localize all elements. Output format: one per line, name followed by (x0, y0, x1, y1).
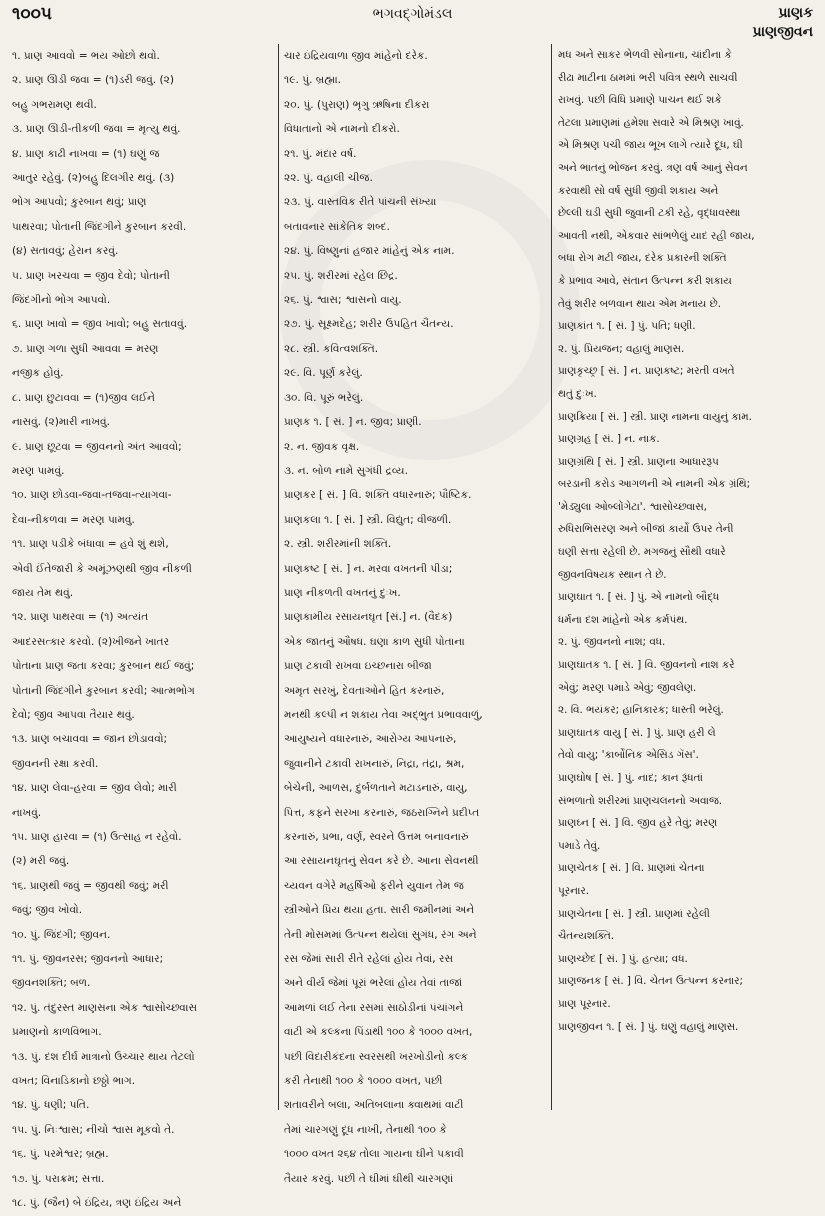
text-line: પછી વિદારીકંદના સ્વરસથી ખરખોડીનો કલ્ક (284, 1050, 468, 1063)
text-line: તેમાં ચારગણું દૂધ નાખી, તેનાથી ૧૦૦ કે (284, 1123, 447, 1136)
text-line: કરનારું, પ્રભા, વર્ણ, સ્વરને ઉત્તમ બનાવનારું (284, 831, 469, 843)
text-line: ૨૪. પું. વિષ્ણુનાં હજાર માંહેનું એક નામ. (284, 245, 455, 258)
guide-word-first: પ્રાણક (778, 5, 813, 21)
text-line: કરી તેનાથી ૧૦૦ કે ૧૦૦૦ વખત, પછી (284, 1075, 443, 1088)
text-line: તેવો વાયુ; 'કાર્બોનિક એસિડ ગૅસ'. (558, 749, 699, 762)
text-line: પ્રાણઘાત ૧. [ સં. ] પું. એ નામનો બૌદ્ધ (558, 591, 720, 604)
text-line: ૨૬. પું. શ્વાસ; શ્વાસનો વાયુ. (284, 294, 402, 307)
text-line: જીવનવિષયક સ્થાન તે છે. (558, 568, 667, 581)
text-line: પ્રાણગ્રહ [ સં. ] ન. નાક. (558, 433, 660, 446)
text-line: ૧૨. પું. તંદુરસ્ત માણસના એક શ્વાસોચ્છ્વાસ (12, 1001, 198, 1014)
text-line: જિંદગીનો ભોગ આપવો. (12, 294, 111, 307)
text-line: 'મેડ્યુલા ઓબ્લોંગેટા'. શ્વાસોચ્છ્વાસ, (558, 500, 707, 513)
text-line: એ મિશ્રણ પચી જાય ભૂખ લાગે ત્યારે દૂધ, ઘી (558, 139, 743, 152)
text-line: આદરસત્કાર કરવો. (૨)ખીજને ખાતર (12, 635, 170, 648)
text-line: તૈયાર કરવું. પછી તે ઘીમાં ઘીથી ચારગણાં (284, 1172, 454, 1185)
text-line: ૨૮. સ્ત્રી. કવિત્વશક્તિ. (284, 342, 379, 355)
text-line: ૨૧. પું. મંદાર વર્ષ. (284, 147, 357, 160)
text-line: પ્રાણઘાતક વાયુ [ સં. ] પું. પ્રાણ હરી લે (558, 726, 716, 739)
text-line: અને વીર્ય જેમાં પૂરાં ભરેલાં હોય તેવાં તાજાં (284, 977, 463, 990)
text-line: વખત; વિનાડિકાનો છઠ્ઠો ભાગ. (12, 1075, 136, 1088)
text-line: એવી ઈંતેજારી કે અમૂંઝણથી જીવ નીકળી (12, 562, 192, 575)
page-number: ૧૦૦૫ (12, 4, 52, 24)
text-line: મનથી કલ્પી ન શકાય તેવા અદ્ભુત પ્રભાવવાળું, (284, 708, 483, 721)
text-line: પ્રાણઘ્ન [ સં. ] વિ. જીવ હરે તેવું; મરણ (558, 817, 718, 830)
text-line: ૨૩. પું. વાસ્તવિક રીતે પાંચની સંખ્યા (284, 196, 437, 209)
column-2 (284, 44, 546, 1185)
text-line: જવું; જીવ ખોવો. (12, 904, 83, 917)
text-line: થતું દુઃખ. (558, 387, 597, 400)
text-line: વાટી એ કલ્કના પિંડાથી ૧૦૦ કે ૧૦૦૦ વખત, (284, 1026, 473, 1039)
text-line: ઘણી સત્તા રહેલી છે. મગજનું સૌથી વધારે (558, 546, 726, 559)
text-line: ૧૭. પું. પરાક્રમ; સત્તા. (12, 1172, 105, 1185)
text-line: ૨. ન. જીવક વૃક્ષ. (284, 440, 360, 453)
text-line: ૧૦૦૦ વખત ૨૬૪ તોલા ગાયના ઘીને પકાવી (284, 1148, 464, 1161)
text-line: ૨. પું. પ્રિયજન; વહાલું માણસ. (558, 342, 685, 355)
text-line: (૪) સતાવવું; હેરાન કરવું. (12, 245, 119, 258)
text-line: ૨૭. પું. સૂક્ષ્મદેહ; શરીર ઉપહિત ચૈતન્ય. (284, 318, 454, 331)
column-3 (558, 44, 816, 1112)
text-line: પ્રાણગ્રંથિ [ સં. ] સ્ત્રી. પ્રાણના આધારરૂપ (558, 455, 719, 468)
text-line: સ્ત્રીઓને પ્રિય થયા હતા. સારી જમીનમાં અને (284, 904, 475, 917)
text-line: દેવો; જીવ આપવા તૈયાર થવું. (12, 708, 135, 721)
text-line: આવતી નથી, એકવાર સાંભળેલું યાદ રહી જાય, (558, 229, 755, 242)
text-line: ૧૫. પ્રાણ હારવા = (૧) ઉત્સાહ ન રહેવો. (12, 831, 182, 843)
text-line: પ્રાણચ્છેદ [ સં. ] પું. હત્યા; વધ. (558, 952, 688, 965)
text-line: શતાવરીને બલા, અતિબલાના ક્વાથમાં વાટી (284, 1099, 464, 1112)
text-line: ચ્યવન વગેરે મહર્ષિઓ ફરીને યુવાન તેમ જ (284, 879, 464, 892)
text-line: પ્રાણક્રિયા [ સં. ] સ્ત્રી. પ્રાણ નામના વાયુનું કામ. (558, 410, 752, 423)
guide-word-last: પ્રાણજીવન (752, 24, 813, 40)
page-header (12, 4, 813, 42)
book-title: ભગવદ્ગોમંડલ (372, 6, 453, 22)
text-line: મધ અને સાકર ભેળવી સોનાના, ચાંદીના કે (558, 49, 732, 61)
text-line: ૮. પ્રાણ છુટાવવા = (૧)જીવ લઈને (12, 391, 156, 404)
text-line: વિધાતાનો એ નામનો દીકરો. (284, 123, 400, 136)
text-line: પ્રાણક ૧. [ સં. ] ન. જીવ; પ્રાણી. (284, 416, 422, 429)
text-line: રુધિરાભિસરણ અને બીજાં કાર્યો ઉપર તેની (558, 523, 734, 536)
text-line: ૧૬. પ્રાણથી જવું = જીવથી જવું; મરી (12, 879, 169, 892)
text-line: સંભળાતો શરીરમાં પ્રાણચલનનો અવાજ. (558, 794, 723, 807)
text-line: ૧૦. પું. જિંદગી; જીવન. (12, 928, 111, 941)
text-line: જુવાનીને ટકાવી રાખનારું, નિદ્રા, તંદ્રા, શ્રમ, (284, 757, 465, 770)
text-line: ૨૯. વિ. પૂર્ણ કરેલું. (284, 367, 363, 380)
text-line: પ્રાણકામીય રસાયનઘૃત [સં.] ન. (વૈદક) (284, 611, 453, 624)
text-line: કે પ્રભાવ આવે, સંતાન ઉત્પન્ન કરી શકાય (558, 274, 732, 287)
text-line: તેટલા પ્રમાણમાં હમેશા સવારે એ મિશ્રણ ખાવું. (558, 116, 744, 129)
text-line: ૧. પ્રાણ આવવો = ભય ઓછો થવો. (12, 50, 160, 62)
text-line: પ્રાણચેતના [ સં. ] સ્ત્રી. પ્રાણમાં રહેલી (558, 907, 710, 920)
text-line: પ્રમાણનો કાળવિભાગ. (12, 1026, 102, 1039)
text-line: ચૈતન્યશક્તિ. (558, 930, 615, 943)
text-line: ૧૮. પું. (જૈન) બે ઇંદ્રિય, ત્રણ ઇંદ્રિય અને (12, 1197, 182, 1210)
text-line: ૫. પ્રાણ ખરચવા = જીવ દેવો; પોતાની (12, 269, 170, 282)
text-line: ૧૩. પું. દશ દીર્ઘ માત્રાનો ઉચ્ચાર થાય તેટલો (12, 1050, 195, 1063)
text-line: આયુષ્યને વધારનારું, આરોગ્ય આપનારું, (284, 733, 457, 746)
text-line: પિત્ત, કફને સરખા કરનારું, જઠરાગ્નિને પ્રદીપ્ત (284, 806, 480, 819)
text-line: બરડાની કરોડ આગળની એ નામની એક ગ્રંથિ; (558, 478, 751, 491)
text-line: ૧૩. પ્રાણ બચાવવા = જાન છોડાવવો; (12, 733, 168, 746)
text-line: આમળાં લઈ તેના રસમાં સાઠોડીનાં પંચાંગને (284, 1001, 464, 1014)
text-line: ૧૧. પ્રાણ પડીકે બંધાવા = હવે શું થશે, (12, 538, 169, 551)
text-line: છેલ્લી ઘડી સુધી જુવાની ટકી રહે, વૃદ્ધાવસ્થા (558, 207, 741, 220)
text-line: ૧૪. પું. ધણી; પતિ. (12, 1099, 90, 1112)
text-line: ૩. પ્રાણ ઊડી-તીકળી જવા = મૃત્યુ થવું. (12, 123, 181, 136)
text-line: કરવાથી સો વર્ષ સુધી જીવી શકાય અને (558, 184, 719, 197)
text-line: ૪. પ્રાણ કાઢી નાખવા = (૧) ઘણું જ (12, 147, 160, 160)
column-divider (551, 44, 552, 1110)
text-line: પ્રાણ ટકાવી રાખવા ઇચ્છનારા બીજા (284, 660, 432, 673)
text-line: રીઢા માટીના ઠામમાં ભરી પવિત્ર સ્થળે સાચવી (558, 71, 738, 84)
text-line: આતુર રહેવું. (૨)બહુ દિલગીર થવું. (૩) (12, 172, 175, 185)
text-line: પ્રાણકાંત ૧. [ સં. ] પું. પતિ; ધણી. (558, 320, 696, 333)
text-line: ૧૧. પું. જીવનરસ; જીવનનો આધાર; (12, 953, 164, 966)
text-line: ધર્મના દશ માંહેનો એક કર્મપંથ. (558, 613, 688, 626)
text-line: બતાવનાર સાંકેતિક શબ્દ. (284, 220, 390, 233)
text-line: નજીક હોવું. (12, 367, 64, 380)
text-line: ૨. પ્રાણ ઊડી જવા = (૧)ડરી જવું. (૨) (12, 74, 175, 87)
text-line: પૂરનાર. (558, 884, 590, 897)
text-line: પોતાની જિંદગીને કુરબાન કરવી; આત્મભોગ (12, 684, 195, 697)
text-line: પ્રાણજીવન ૧. [ સં. ] પું. ઘણું વહાલું માણસ. (558, 1020, 739, 1033)
text-line: પ્રાણઘાતક ૧. [ સં. ] વિ. જીવનનો નાશ કરે (558, 659, 735, 672)
text-line: એવું; મરણ પમાડે એવું; જીવલેણ. (558, 681, 697, 694)
text-line: પાથરવા; પોતાની જિંદગીને કુરબાન કરવી. (12, 220, 187, 233)
text-line: નાસવું. (૨)મારી નાખવું. (12, 416, 110, 429)
text-line: પ્રાણકલા ૧. [ સં. ] સ્ત્રી. વિદ્યુત; વીજળી. (284, 513, 452, 526)
text-line: ચાર ઇંદ્રિયવાળા જીવ માંહેનો દરેક. (284, 50, 428, 62)
text-line: મરણ પામવું. (12, 464, 65, 477)
text-line: પ્રાણકષ્ટ [ સં. ] ન. મરવા વખતની પીડા; (284, 562, 453, 575)
text-line: પ્રાણકર [ સં. ] વિ. શક્તિ વધારનારું; પૌષ્ટિક. (284, 489, 472, 502)
text-line: ૨૨. પું. વહાલી ચીજ. (284, 172, 373, 185)
text-line: ૯. પ્રાણ છૂટવા = જીવનનો અંત આવવો; (12, 440, 182, 453)
text-line: રસ જેમાં સારી રીતે રહેલાં હોય તેવાં, રસ (284, 953, 454, 966)
text-line: બહુ ગભરામણ થવી. (12, 98, 97, 111)
text-line: જાય તેમ થવું. (12, 586, 74, 599)
text-line: બેચેની, આળસ, દુર્બળતાને મટાડનારું, વાયુ, (284, 782, 468, 795)
text-line: અમૃત સરખું, દેવતાઓને હિત કરનારું, (284, 684, 445, 697)
text-line: બધા રોગ મટી જાય, દરેક પ્રકારની શક્તિ (558, 252, 727, 265)
text-line: અને ભાતનું ભોજન કરવું. ત્રણ વર્ષ આનું સેવન (558, 161, 748, 174)
text-line: પોતાના પ્રાણ જતા કરવા; કુરબાન થઈ જવું; (12, 660, 195, 673)
text-line: ભોગ આપવો; કુરબાન થવું; પ્રાણ (12, 196, 147, 209)
text-line: ૭. પ્રાણ ગળા સુધી આવવા = મરણ (12, 342, 159, 355)
text-line: આ રસાયનઘૃતનું સેવન કરે છે. આના સેવનથી (284, 855, 479, 868)
text-line: ૧૨. પ્રાણ પાથરવા = (૧) અત્યંત (12, 611, 149, 624)
text-line: ૩૦. વિ. પૂરું ભરેલું. (284, 391, 364, 404)
text-line: ૬. પ્રાણ ખાવો = જીવ ખાવો; બહુ સતાવવું. (12, 318, 188, 331)
text-line: ૨૫. પું. શરીરમાં રહેલ છિદ્ર. (284, 269, 398, 282)
text-line: ૨. સ્ત્રી. શરીરમાંની શક્તિ. (284, 538, 392, 551)
column-1 (12, 44, 274, 1210)
text-line: પ્રાણ નીકળતી વખતનું દુઃખ. (284, 586, 401, 599)
text-line: તેની મોસમમાં ઉત્પન્ન થયેલાં સુગંધ, રંગ અને (284, 928, 477, 941)
text-line: પ્રાણકૃચ્છ્ર [ સં. ] ન. પ્રાણકષ્ટ; મરતી વખતે (558, 365, 735, 378)
text-line: તેવું શરીર બળવાન થાય એમ મનાય છે. (558, 297, 721, 310)
text-line: ૨૦. પું. (પુરાણ) ભૃગુ ઋષિના દીકરા (284, 98, 430, 111)
text-line: પ્રાણઘોષ [ સં. ] પું. નાદ; કાન રૂંધતાં (558, 772, 703, 784)
text-line: પ્રાણચેતક [ સં. ] વિ. પ્રાણમાં ચેતના (558, 862, 705, 875)
text-line: જીવનની રક્ષા કરવી. (12, 757, 99, 770)
text-line: પ્રાણજનક [ સં. ] વિ. ચેતન ઉત્પન્ન કરનાર; (558, 975, 744, 988)
guide-words (753, 4, 813, 42)
text-line: એક જાતનું ઔષધ. ઘણા કાળ સુધી પોતાના (284, 635, 465, 648)
text-line: પ્રાણ પૂરનાર. (558, 997, 611, 1010)
text-line: ૧૦. પ્રાણ છોડવા-જવા-તજવા-ત્યાગવા- (12, 489, 172, 502)
text-line: પમાડે તેવું. (558, 839, 601, 852)
text-line: ૨. વિ. ભયંકર; હાનિકારક; ધાસ્તી ભરેલું. (558, 704, 724, 717)
text-line: રાખવું. પછી વિધિ પ્રમાણે પાચન થઈ શકે (558, 94, 722, 107)
text-line: ૧૬. પું. પરમેશ્વર; બ્રહ્મ. (12, 1148, 109, 1161)
column-divider (278, 44, 279, 1110)
text-line: ૧૯. પું. બ્રહ્મા. (284, 74, 342, 87)
text-line: ૩. ન. બોળ નામે સુગંધી દ્રવ્ય. (284, 464, 408, 477)
text-line: દેવા-નીકળવા = મરણ પામવું. (12, 513, 135, 526)
text-line: જીવનશક્તિ; બળ. (12, 977, 91, 990)
text-line: નાખવું. (12, 806, 42, 819)
text-line: ૧૫. પું. નિઃશ્વાસ; નીચો શ્વાસ મૂકવો તે. (12, 1123, 175, 1136)
text-line: ૨. પું. જીવનનો નાશ; વધ. (558, 636, 666, 649)
text-line: (૨) મરી જવું. (12, 855, 70, 868)
text-line: ૧૪. પ્રાણ લેવા-હરવા = જીવ લેવો; મારી (12, 782, 177, 795)
